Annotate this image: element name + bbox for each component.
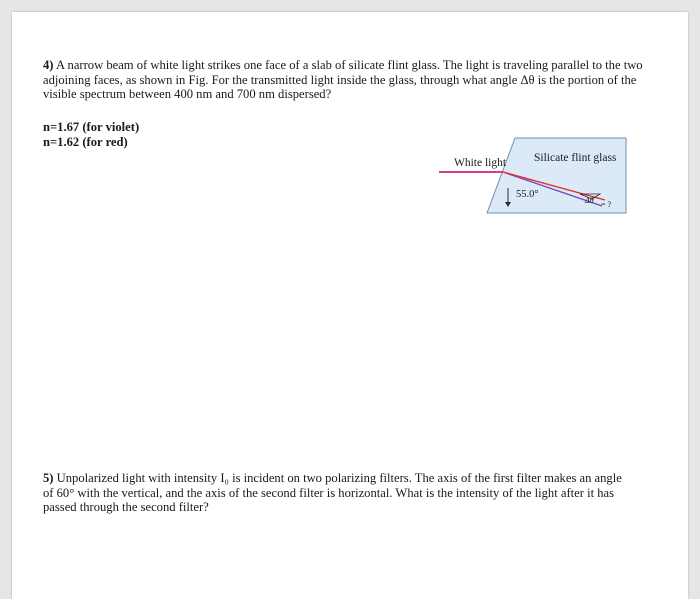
- delta-theta-label: Δθ: [585, 196, 594, 205]
- white-light-label: White light: [454, 157, 507, 169]
- equals-question-label: = ?: [601, 200, 612, 209]
- question-5-text: Unpolarized light with intensity I₀ is incident on two polarizing filters. The axis of the first filter makes an angle of 60° with the vertical, and the axis of the second filter is horizontal. What is the intensity of the light after it has passed through the second filter?: [43, 471, 622, 515]
- prism-diagram: [437, 136, 637, 208]
- question-5-number: 5): [43, 471, 54, 485]
- question-4-text: A narrow beam of white light strikes one face of a slab of silicate flint glass. The light is traveling parallel to the two adjoining faces, as shown in Fig. For the transmitted light inside the glass, through what angle Δθ is the portion of the visible spectrum between 400 nm and 700 nm dispersed?: [43, 58, 643, 102]
- question-4: [43, 58, 643, 102]
- question-4-number: 4): [43, 58, 54, 72]
- n-violet: n=1.67 (for violet): [43, 120, 140, 134]
- prism-figure: [437, 136, 637, 208]
- glass-label: Silicate flint glass: [534, 152, 617, 164]
- question-5: [43, 471, 623, 515]
- refractive-indices: [43, 120, 139, 149]
- n-red: n=1.62 (for red): [43, 134, 128, 149]
- angle-label: 55.0°: [516, 189, 539, 200]
